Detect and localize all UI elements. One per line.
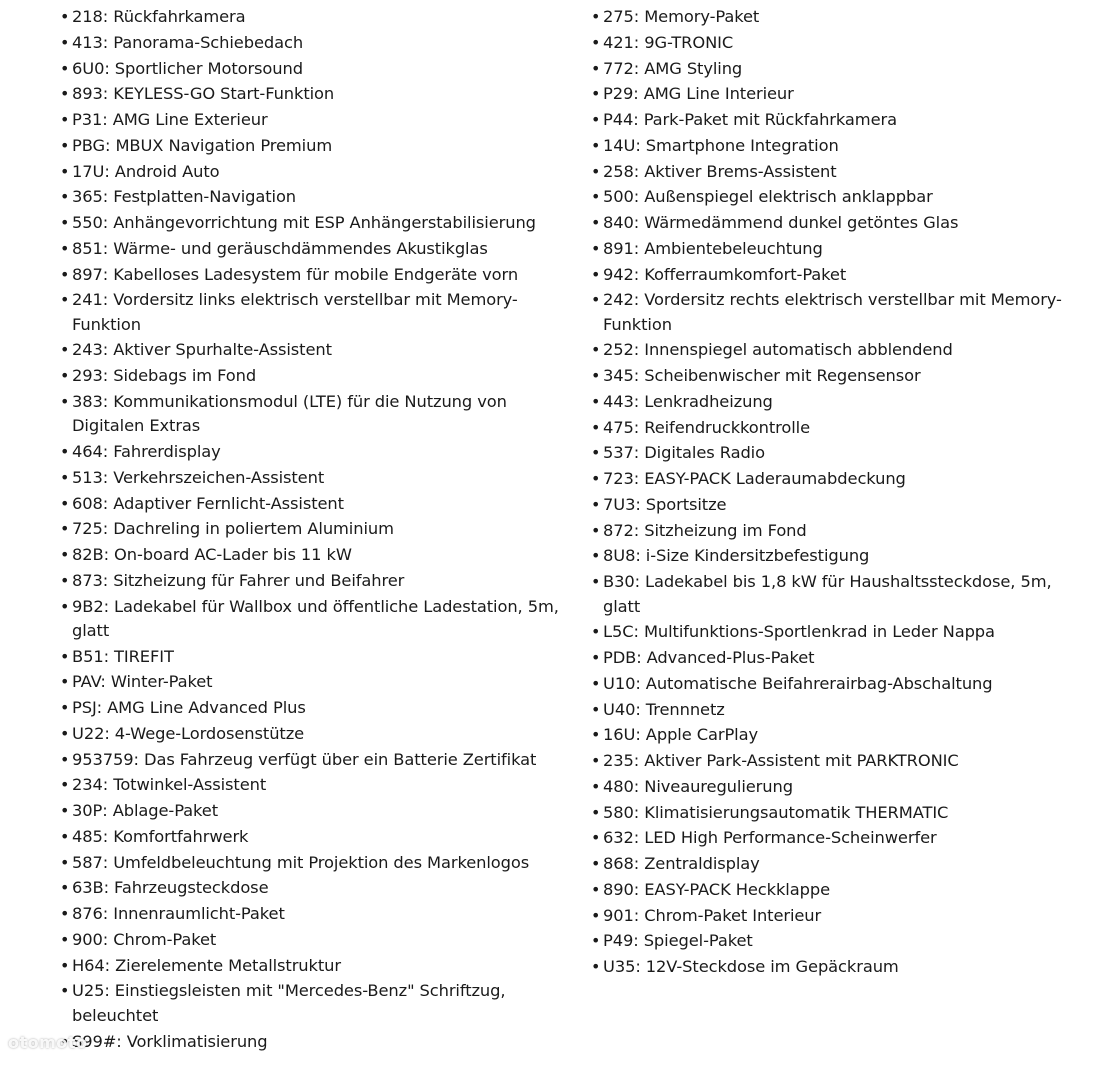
equipment-item: • 82B: On-board AC-Lader bis 11 kW xyxy=(60,543,560,567)
equipment-item: • P49: Spiegel-Paket xyxy=(591,929,1081,953)
equipment-item: • 537: Digitales Radio xyxy=(591,441,1081,465)
equipment-item: • 443: Lenkradheizung xyxy=(591,390,1081,414)
equipment-item: • 17U: Android Auto xyxy=(60,160,560,184)
equipment-item: • U10: Automatische Beifahrerairbag-Abschaltung xyxy=(591,672,1081,696)
equipment-item: • PAV: Winter-Paket xyxy=(60,670,560,694)
equipment-item: • 14U: Smartphone Integration xyxy=(591,134,1081,158)
equipment-item: • 580: Klimatisierungsautomatik THERMATIC xyxy=(591,801,1081,825)
equipment-item: • 723: EASY-PACK Laderaumabdeckung xyxy=(591,467,1081,491)
equipment-item: • 897: Kabelloses Ladesystem für mobile Endgeräte vorn xyxy=(60,263,560,287)
equipment-item: • 63B: Fahrzeugsteckdose xyxy=(60,876,560,900)
equipment-item: • S99#: Vorklimatisierung xyxy=(60,1030,560,1054)
equipment-item: • 942: Kofferraumkomfort-Paket xyxy=(591,263,1081,287)
equipment-item: • 275: Memory-Paket xyxy=(591,5,1081,29)
equipment-item: • 383: Kommunikationsmodul (LTE) für die Nutzung von Digitalen Extras xyxy=(60,390,560,439)
equipment-item: • 876: Innenraumlicht-Paket xyxy=(60,902,560,926)
equipment-item: • 632: LED High Performance-Scheinwerfer xyxy=(591,826,1081,850)
equipment-item: • 241: Vordersitz links elektrisch verstellbar mit Memory-Funktion xyxy=(60,288,560,337)
equipment-list-right xyxy=(591,5,1081,981)
equipment-item: • 513: Verkehrszeichen-Assistent xyxy=(60,466,560,490)
watermark-logo: otomoto xyxy=(8,1033,88,1052)
equipment-item: • 7U3: Sportsitze xyxy=(591,493,1081,517)
equipment-item: • 485: Komfortfahrwerk xyxy=(60,825,560,849)
equipment-item: • 30P: Ablage-Paket xyxy=(60,799,560,823)
equipment-item: • 873: Sitzheizung für Fahrer und Beifahrer xyxy=(60,569,560,593)
equipment-item: • U40: Trennnetz xyxy=(591,698,1081,722)
equipment-item: • P44: Park-Paket mit Rückfahrkamera xyxy=(591,108,1081,132)
equipment-item: • 242: Vordersitz rechts elektrisch verstellbar mit Memory-Funktion xyxy=(591,288,1081,337)
equipment-item: • 480: Niveauregulierung xyxy=(591,775,1081,799)
equipment-item: • 901: Chrom-Paket Interieur xyxy=(591,904,1081,928)
equipment-item: • 890: EASY-PACK Heckklappe xyxy=(591,878,1081,902)
equipment-item: • U25: Einstiegsleisten mit "Mercedes-Benz" Schriftzug, beleuchtet xyxy=(60,979,560,1028)
equipment-item: • 772: AMG Styling xyxy=(591,57,1081,81)
equipment-item: • 464: Fahrerdisplay xyxy=(60,440,560,464)
equipment-item: • 587: Umfeldbeleuchtung mit Projektion des Markenlogos xyxy=(60,851,560,875)
equipment-item: • 293: Sidebags im Fond xyxy=(60,364,560,388)
equipment-item: • PSJ: AMG Line Advanced Plus xyxy=(60,696,560,720)
equipment-item: • 868: Zentraldisplay xyxy=(591,852,1081,876)
equipment-item: • 725: Dachreling in poliertem Aluminium xyxy=(60,517,560,541)
equipment-item: • U35: 12V-Steckdose im Gepäckraum xyxy=(591,955,1081,979)
equipment-item: • 500: Außenspiegel elektrisch anklappbar xyxy=(591,185,1081,209)
equipment-list-left xyxy=(60,5,560,1055)
equipment-item: • 851: Wärme- und geräuschdämmendes Akustikglas xyxy=(60,237,560,261)
equipment-item: • 893: KEYLESS-GO Start-Funktion xyxy=(60,82,560,106)
equipment-item: • 475: Reifendruckkontrolle xyxy=(591,416,1081,440)
equipment-item: • 234: Totwinkel-Assistent xyxy=(60,773,560,797)
equipment-item: • 608: Adaptiver Fernlicht-Assistent xyxy=(60,492,560,516)
equipment-item: • 16U: Apple CarPlay xyxy=(591,723,1081,747)
equipment-item: • P31: AMG Line Exterieur xyxy=(60,108,560,132)
equipment-item: • 8U8: i-Size Kindersitzbefestigung xyxy=(591,544,1081,568)
equipment-item: • 872: Sitzheizung im Fond xyxy=(591,519,1081,543)
equipment-item: • 243: Aktiver Spurhalte-Assistent xyxy=(60,338,560,362)
equipment-item: • 252: Innenspiegel automatisch abblendend xyxy=(591,338,1081,362)
equipment-item: • L5C: Multifunktions-Sportlenkrad in Leder Nappa xyxy=(591,620,1081,644)
equipment-item: • PBG: MBUX Navigation Premium xyxy=(60,134,560,158)
equipment-item: • 840: Wärmedämmend dunkel getöntes Glas xyxy=(591,211,1081,235)
equipment-item: • 218: Rückfahrkamera xyxy=(60,5,560,29)
equipment-item: • 900: Chrom-Paket xyxy=(60,928,560,952)
equipment-item: • 891: Ambientebeleuchtung xyxy=(591,237,1081,261)
equipment-item: • B30: Ladekabel bis 1,8 kW für Haushaltssteckdose, 5m, glatt xyxy=(591,570,1081,619)
equipment-item: • 345: Scheibenwischer mit Regensensor xyxy=(591,364,1081,388)
equipment-item: • U22: 4-Wege-Lordosenstütze xyxy=(60,722,560,746)
equipment-item: • 953759: Das Fahrzeug verfügt über ein Batterie Zertifikat xyxy=(60,748,560,772)
equipment-item: • PDB: Advanced-Plus-Paket xyxy=(591,646,1081,670)
equipment-item: • 413: Panorama-Schiebedach xyxy=(60,31,560,55)
equipment-item: • 421: 9G-TRONIC xyxy=(591,31,1081,55)
equipment-item: • 235: Aktiver Park-Assistent mit PARKTRONIC xyxy=(591,749,1081,773)
equipment-item: • 6U0: Sportlicher Motorsound xyxy=(60,57,560,81)
equipment-item: • 9B2: Ladekabel für Wallbox und öffentliche Ladestation, 5m, glatt xyxy=(60,595,560,644)
equipment-item: • H64: Zierelemente Metallstruktur xyxy=(60,954,560,978)
equipment-item: • 550: Anhängevorrichtung mit ESP Anhängerstabilisierung xyxy=(60,211,560,235)
equipment-item: • P29: AMG Line Interieur xyxy=(591,82,1081,106)
equipment-item: • 365: Festplatten-Navigation xyxy=(60,185,560,209)
equipment-item: • B51: TIREFIT xyxy=(60,645,560,669)
equipment-item: • 258: Aktiver Brems-Assistent xyxy=(591,160,1081,184)
